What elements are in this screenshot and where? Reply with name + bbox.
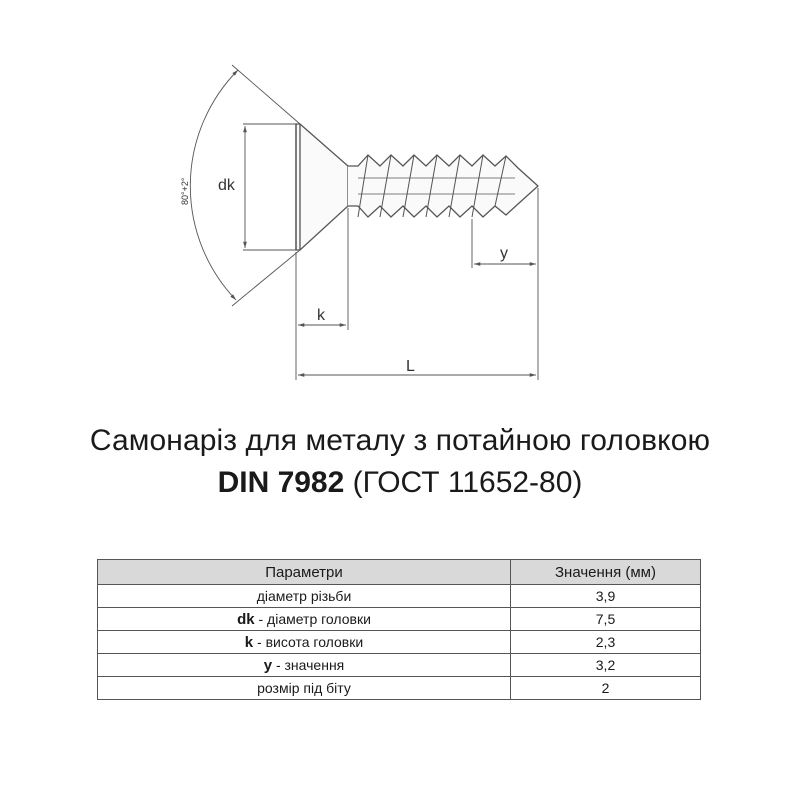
table-row <box>98 631 701 654</box>
header-parameters: Параметри <box>98 560 511 585</box>
param-label: - діаметр головки <box>254 610 371 627</box>
value-cell: 2,3 <box>511 631 701 654</box>
param-label: розмір під біту <box>257 680 351 696</box>
product-standard <box>0 466 800 500</box>
product-title: Самонаріз для металу з потайною головкою <box>89 424 711 457</box>
value-cell: 2 <box>511 677 701 700</box>
param-label: діаметр різьби <box>256 588 352 604</box>
param-label: - значення <box>272 656 345 673</box>
table-row <box>98 608 701 631</box>
table-row <box>98 677 701 700</box>
angle-label: 80°+2° <box>180 177 190 205</box>
table-header-row <box>98 560 701 585</box>
value-cell: 3,9 <box>511 585 701 608</box>
spec-table <box>97 559 701 700</box>
header-values: Значення (мм) <box>511 560 701 585</box>
param-label: - висота головки <box>253 633 364 650</box>
param-symbol: y <box>263 656 273 674</box>
k-label: k <box>317 307 325 324</box>
gost-standard: (ГОСТ 11652-80) <box>344 466 583 499</box>
param-cell <box>98 608 511 631</box>
param-symbol: dk <box>237 610 255 628</box>
param-symbol: k <box>244 633 254 651</box>
y-label: y <box>500 245 508 262</box>
param-cell <box>98 631 511 654</box>
value-cell: 3,2 <box>511 654 701 677</box>
table-row <box>98 654 701 677</box>
param-cell <box>98 585 511 608</box>
param-cell <box>98 677 511 700</box>
screw-head-outline <box>296 124 348 250</box>
table-row <box>98 585 701 608</box>
param-cell <box>98 654 511 677</box>
L-label: L <box>406 358 415 375</box>
value-cell: 7,5 <box>511 608 701 631</box>
screw-thread-outline <box>348 155 538 217</box>
dk-label: dk <box>218 177 235 194</box>
din-standard: DIN 7982 <box>217 466 345 499</box>
